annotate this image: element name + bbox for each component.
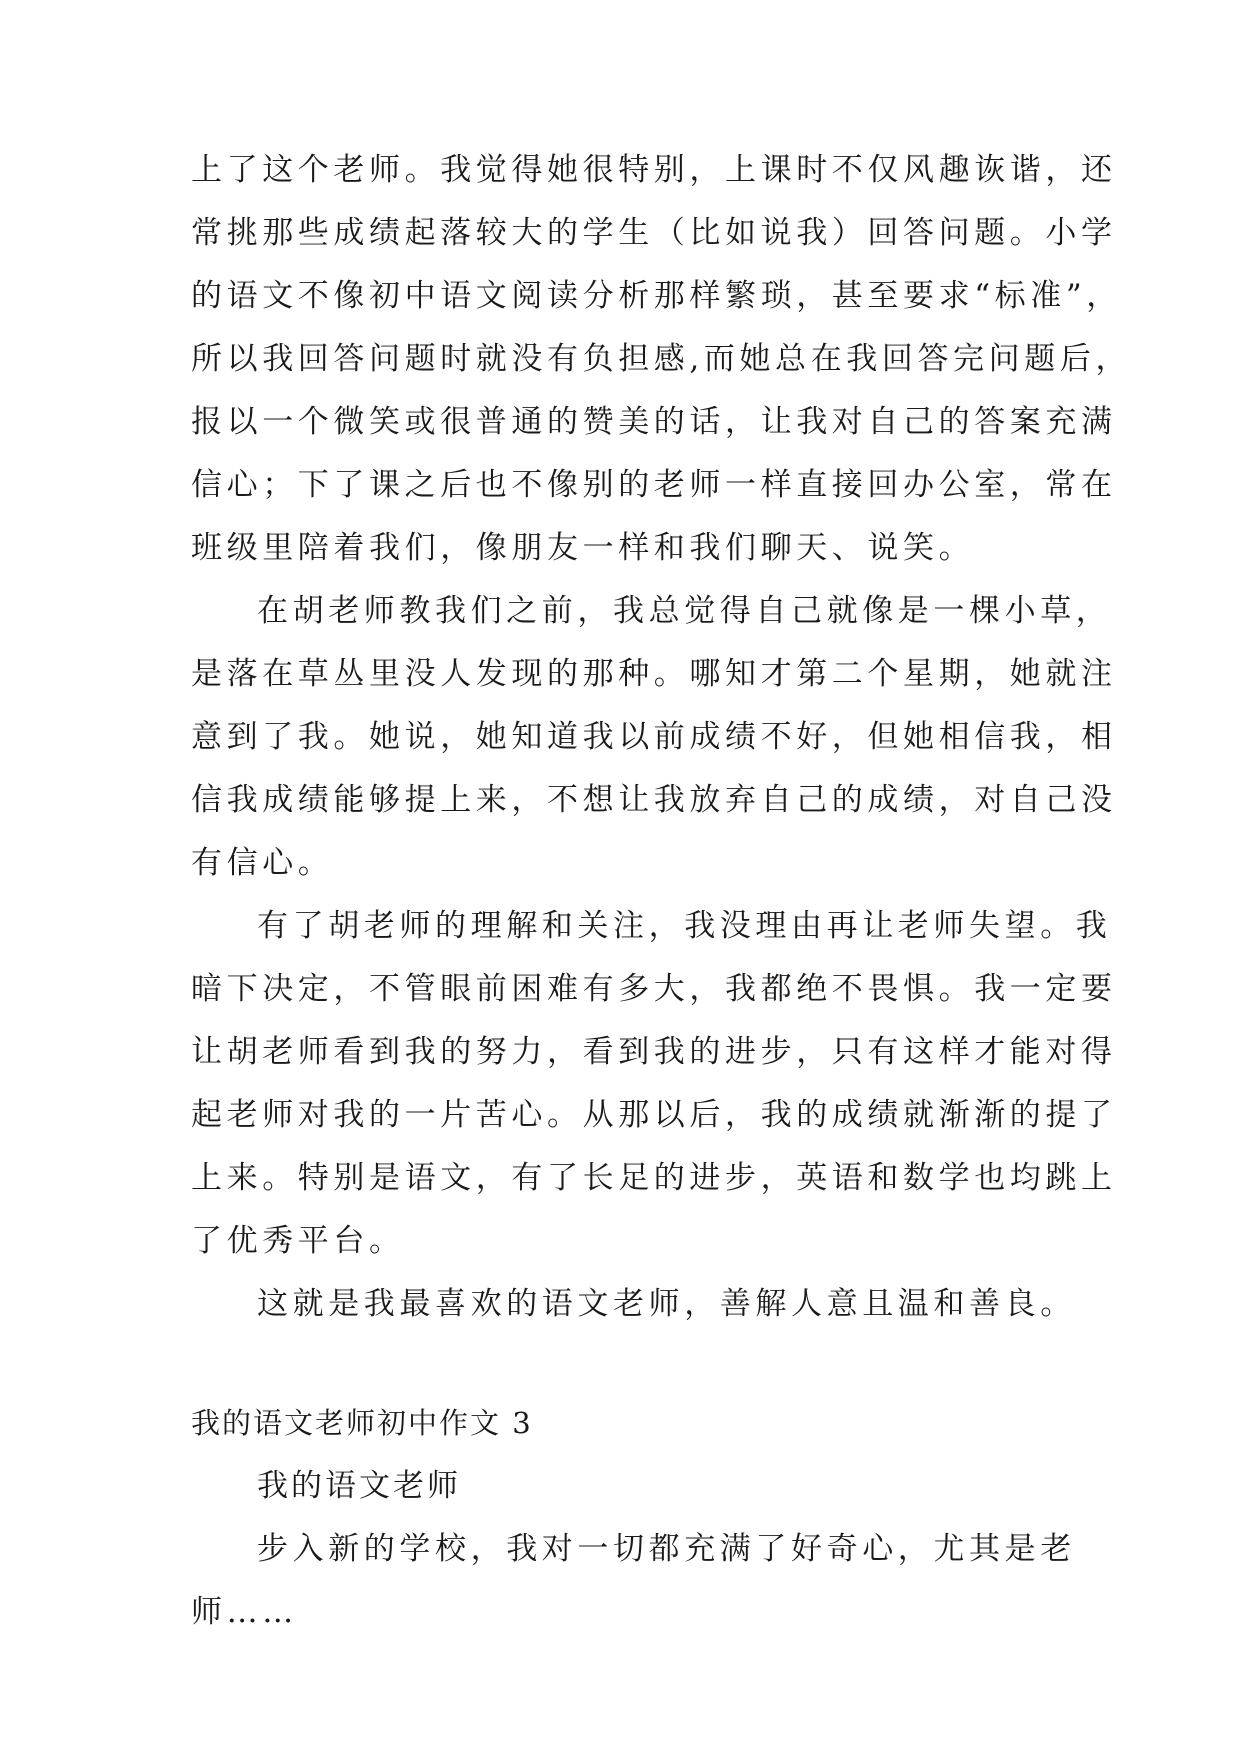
paragraph-2-line-2: 是落在草丛里没人发现的那种。哪知才第二个星期，她就注: [191, 656, 1117, 692]
paragraph-3-line-5: 上来。特别是语文，有了长足的进步，英语和数学也均跳上: [191, 1160, 1117, 1196]
paragraph-3-line-3: 让胡老师看到我的努力，看到我的进步，只有这样才能对得: [191, 1034, 1117, 1070]
paragraph-3-line-1: 有了胡老师的理解和关注，我没理由再让老师失望。我: [257, 908, 1112, 944]
paragraph-1-line-3: 的语文不像初中语文阅读分析那样繁琐，甚至要求“标准”，: [191, 278, 1122, 314]
paragraph-1-line-2: 常挑那些成绩起落较大的学生（比如说我）回答问题。小学: [191, 215, 1117, 251]
paragraph-2-line-4: 信我成绩能够提上来，不想让我放弃自己的成绩，对自己没: [191, 782, 1117, 818]
paragraph-1-line-1: 上了这个老师。我觉得她很特别，上课时不仅风趣诙谐，还: [191, 152, 1117, 188]
paragraph-3-line-4: 起老师对我的一片苦心。从那以后，我的成绩就渐渐的提了: [191, 1097, 1117, 1133]
paragraph-2-line-5: 有信心。: [191, 845, 334, 881]
section-heading: 我的语文老师初中作文 3: [191, 1406, 533, 1440]
paragraph-2-line-3: 意到了我。她说，她知道我以前成绩不好，但她相信我，相: [191, 719, 1117, 755]
paragraph-3-line-6: 了优秀平台。: [191, 1223, 405, 1259]
paragraph-2-line-1: 在胡老师教我们之前，我总觉得自己就像是一棵小草，: [257, 593, 1112, 629]
paragraph-1-line-6: 信心；下了课之后也不像别的老师一样直接回办公室，常在: [191, 467, 1117, 503]
paragraph-1-line-4: 所以我回答问题时就没有负担感,而她总在我回答完问题后，: [191, 341, 1132, 377]
paragraph-5-line-2: 师……: [191, 1594, 298, 1630]
paragraph-4-line-1: 这就是我最喜欢的语文老师，善解人意且温和善良。: [257, 1286, 1076, 1322]
paragraph-3-line-2: 暗下决定，不管眼前困难有多大，我都绝不畏惧。我一定要: [191, 971, 1117, 1007]
paragraph-1-line-5: 报以一个微笑或很普通的赞美的话，让我对自己的答案充满: [191, 404, 1117, 440]
essay-title: 我的语文老师: [257, 1468, 461, 1504]
paragraph-1-line-7: 班级里陪着我们，像朋友一样和我们聊天、说笑。: [191, 530, 975, 566]
paragraph-5-line-1: 步入新的学校，我对一切都充满了好奇心，尤其是老: [257, 1531, 1076, 1567]
